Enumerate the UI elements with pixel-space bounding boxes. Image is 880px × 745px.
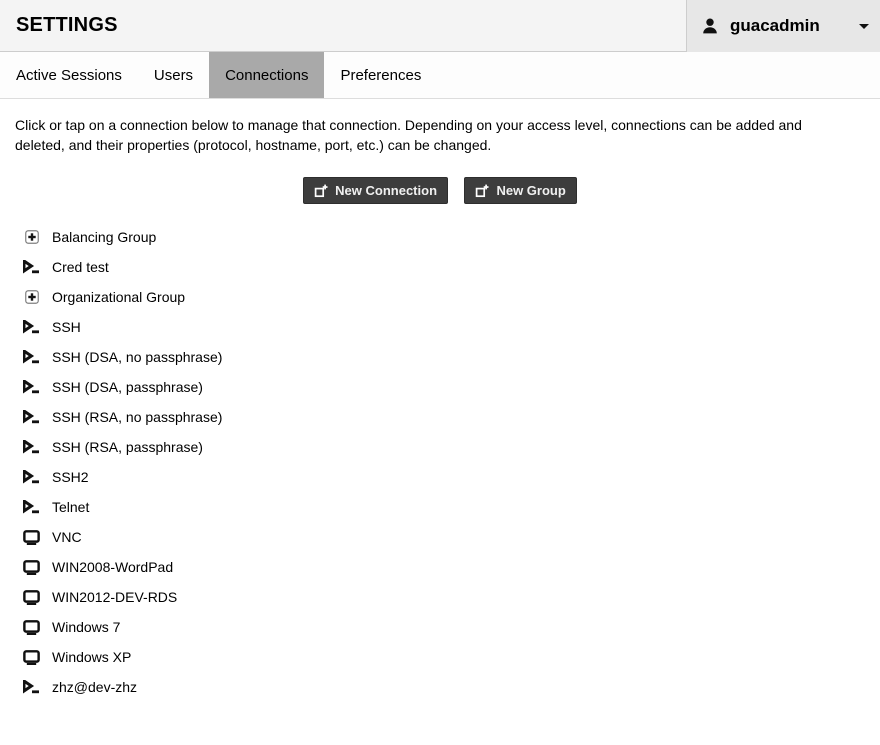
connection-item[interactable] [0, 252, 880, 282]
connection-name: SSH (DSA, passphrase) [52, 379, 203, 395]
new-group-button[interactable] [464, 177, 576, 204]
add-object-icon [475, 184, 489, 198]
connection-item[interactable] [0, 642, 880, 672]
connection-name: Telnet [52, 499, 90, 515]
chevron-down-icon [859, 24, 869, 29]
new-group-label: New Group [496, 183, 566, 198]
expand-group-icon[interactable] [23, 289, 40, 306]
monitor-icon [23, 529, 40, 546]
tab-preferences[interactable]: Preferences [340, 66, 422, 84]
new-connection-button[interactable] [303, 177, 448, 204]
action-buttons [0, 177, 880, 204]
terminal-icon [23, 469, 40, 486]
tab-active-sessions[interactable]: Active Sessions [16, 66, 122, 84]
monitor-icon [23, 649, 40, 666]
connection-item[interactable] [0, 372, 880, 402]
new-connection-label: New Connection [335, 183, 438, 198]
connection-name: SSH2 [52, 469, 89, 485]
connection-name: Organizational Group [52, 289, 186, 305]
terminal-icon [23, 499, 40, 516]
connection-name: WIN2012-DEV-RDS [52, 589, 178, 605]
connection-item[interactable] [0, 492, 880, 522]
user-name: guacadmin [730, 16, 820, 35]
panel-description: Click or tap on a connection below to manage that connection. Depending on your access level, connections can be added and deleted, and their properties (protocol, hostname, port, etc.) can be changed. [15, 117, 802, 153]
tab-connections[interactable]: Connections [209, 52, 324, 98]
terminal-icon [23, 319, 40, 336]
connection-item[interactable] [0, 222, 880, 252]
connection-list [0, 222, 880, 702]
settings-tab-bar [0, 52, 880, 99]
connection-name: SSH (RSA, no passphrase) [52, 409, 223, 425]
monitor-icon [23, 559, 40, 576]
connection-item[interactable] [0, 282, 880, 312]
app-header [0, 0, 880, 52]
terminal-icon [23, 439, 40, 456]
connection-item[interactable] [0, 432, 880, 462]
terminal-icon [23, 259, 40, 276]
user-menu-button[interactable] [686, 0, 880, 52]
connection-item[interactable] [0, 612, 880, 642]
terminal-icon [23, 379, 40, 396]
connection-item[interactable] [0, 312, 880, 342]
terminal-icon [23, 679, 40, 696]
connection-item[interactable] [0, 522, 880, 552]
connection-name: Windows 7 [52, 619, 121, 635]
terminal-icon [23, 349, 40, 366]
connection-item[interactable] [0, 402, 880, 432]
tab-users[interactable]: Users [153, 66, 194, 84]
connection-item[interactable] [0, 672, 880, 702]
connection-item[interactable] [0, 582, 880, 612]
connection-name: WIN2008-WordPad [52, 559, 174, 575]
connection-item[interactable] [0, 342, 880, 372]
connection-item[interactable] [0, 552, 880, 582]
connection-name: SSH (DSA, no passphrase) [52, 349, 223, 365]
connection-name: SSH [52, 319, 81, 335]
connection-name: Balancing Group [52, 229, 157, 245]
user-icon [701, 17, 719, 35]
connections-panel [0, 115, 880, 702]
connection-name: VNC [52, 529, 82, 545]
page-title: SETTINGS [16, 14, 118, 36]
monitor-icon [23, 619, 40, 636]
connection-item[interactable] [0, 462, 880, 492]
add-object-icon [314, 184, 328, 198]
terminal-icon [23, 409, 40, 426]
connection-name: SSH (RSA, passphrase) [52, 439, 203, 455]
expand-group-icon[interactable] [23, 229, 40, 246]
connection-name: zhz@dev-zhz [52, 679, 138, 695]
monitor-icon [23, 589, 40, 606]
connection-name: Windows XP [52, 649, 132, 665]
connection-name: Cred test [52, 259, 109, 275]
